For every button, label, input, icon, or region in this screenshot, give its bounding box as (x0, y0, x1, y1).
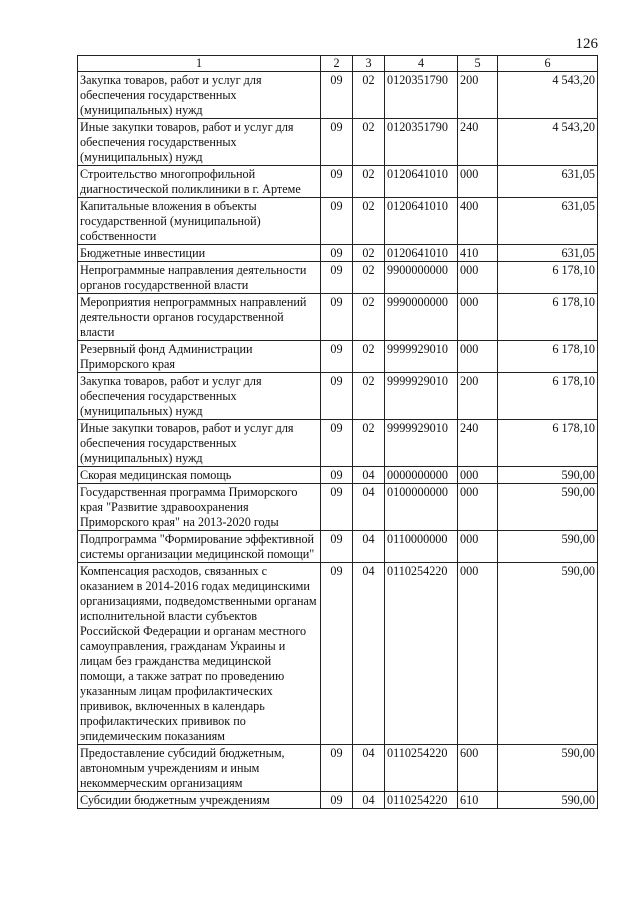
header-row (78, 56, 598, 72)
row-name: Иные закупки товаров, работ и услуг для обеспечения государственных (муниципальных) нужд (78, 420, 321, 467)
row-target-code: 0110254220 (385, 563, 458, 745)
row-section: 09 (321, 467, 353, 484)
header-cell-6: 6 (498, 56, 598, 72)
table-row (78, 262, 598, 294)
row-expense-type: 000 (458, 467, 498, 484)
row-name: Скорая медицинская помощь (78, 467, 321, 484)
row-section: 09 (321, 563, 353, 745)
row-subsection: 04 (353, 792, 385, 809)
row-target-code: 0000000000 (385, 467, 458, 484)
table-row (78, 563, 598, 745)
row-expense-type: 410 (458, 245, 498, 262)
table-row (78, 420, 598, 467)
row-subsection: 02 (353, 294, 385, 341)
row-expense-type: 000 (458, 166, 498, 198)
row-expense-type: 240 (458, 420, 498, 467)
row-subsection: 04 (353, 563, 385, 745)
row-amount: 590,00 (498, 563, 598, 745)
row-amount: 590,00 (498, 745, 598, 792)
table-row (78, 294, 598, 341)
row-subsection: 04 (353, 467, 385, 484)
row-amount: 631,05 (498, 198, 598, 245)
header-cell-1: 1 (78, 56, 321, 72)
row-name: Закупка товаров, работ и услуг для обеспечения государственных (муниципальных) нужд (78, 72, 321, 119)
row-expense-type: 000 (458, 531, 498, 563)
header-cell-2: 2 (321, 56, 353, 72)
row-subsection: 04 (353, 484, 385, 531)
row-target-code: 0100000000 (385, 484, 458, 531)
row-subsection: 04 (353, 745, 385, 792)
header-cell-4: 4 (385, 56, 458, 72)
row-subsection: 02 (353, 245, 385, 262)
page-number: 126 (575, 36, 598, 52)
row-amount: 590,00 (498, 792, 598, 809)
row-expense-type: 200 (458, 72, 498, 119)
row-target-code: 0120351790 (385, 119, 458, 166)
row-target-code: 9999929010 (385, 373, 458, 420)
row-subsection: 02 (353, 373, 385, 420)
row-name: Иные закупки товаров, работ и услуг для обеспечения государственных (муниципальных) нужд (78, 119, 321, 166)
table-row (78, 198, 598, 245)
row-amount: 6 178,10 (498, 341, 598, 373)
row-section: 09 (321, 119, 353, 166)
table-row (78, 166, 598, 198)
row-expense-type: 600 (458, 745, 498, 792)
row-section: 09 (321, 166, 353, 198)
row-target-code: 9999929010 (385, 341, 458, 373)
table-row (78, 119, 598, 166)
row-section: 09 (321, 373, 353, 420)
row-amount: 6 178,10 (498, 420, 598, 467)
row-target-code: 0120351790 (385, 72, 458, 119)
row-amount: 631,05 (498, 245, 598, 262)
row-name: Предоставление субсидий бюджетным, автономным учреждениям и иным некоммерческим организациям (78, 745, 321, 792)
row-expense-type: 000 (458, 262, 498, 294)
row-target-code: 0120641010 (385, 166, 458, 198)
row-amount: 590,00 (498, 531, 598, 563)
row-target-code: 0110254220 (385, 745, 458, 792)
row-name: Компенсация расходов, связанных с оказанием в 2014-2016 годах медицинскими организациями, подведомственными органам исполнительной власти субъектов Российской Федерации и органам местного самоуправления, гражданам Украины и лицам без гражданства медицинской помощи, а также затрат по проведению указанным лицам профилактических прививок, включенных в календарь профилактических прививок по эпидемическим показаниям (78, 563, 321, 745)
row-target-code: 0120641010 (385, 198, 458, 245)
row-subsection: 02 (353, 262, 385, 294)
row-target-code: 0110254220 (385, 792, 458, 809)
row-name: Строительство многопрофильной диагностической поликлиники в г. Артеме (78, 166, 321, 198)
header-cell-3: 3 (353, 56, 385, 72)
row-section: 09 (321, 792, 353, 809)
row-expense-type: 000 (458, 563, 498, 745)
row-subsection: 02 (353, 119, 385, 166)
row-amount: 6 178,10 (498, 373, 598, 420)
row-name: Субсидии бюджетным учреждениям (78, 792, 321, 809)
row-section: 09 (321, 72, 353, 119)
row-section: 09 (321, 294, 353, 341)
row-subsection: 02 (353, 420, 385, 467)
row-amount: 4 543,20 (498, 119, 598, 166)
row-name: Капитальные вложения в объекты государственной (муниципальной) собственности (78, 198, 321, 245)
row-expense-type: 240 (458, 119, 498, 166)
row-name: Государственная программа Приморского края "Развитие здравоохранения Приморского края" на 2013-2020 годы (78, 484, 321, 531)
row-amount: 4 543,20 (498, 72, 598, 119)
row-amount: 590,00 (498, 484, 598, 531)
row-target-code: 0110000000 (385, 531, 458, 563)
row-subsection: 02 (353, 341, 385, 373)
row-amount: 6 178,10 (498, 294, 598, 341)
row-target-code: 9900000000 (385, 262, 458, 294)
row-expense-type: 000 (458, 341, 498, 373)
header-cell-5: 5 (458, 56, 498, 72)
row-section: 09 (321, 341, 353, 373)
row-name: Закупка товаров, работ и услуг для обеспечения государственных (муниципальных) нужд (78, 373, 321, 420)
row-amount: 631,05 (498, 166, 598, 198)
row-expense-type: 000 (458, 294, 498, 341)
row-target-code: 0120641010 (385, 245, 458, 262)
row-section: 09 (321, 198, 353, 245)
row-name: Бюджетные инвестиции (78, 245, 321, 262)
row-name: Подпрограмма "Формирование эффективной системы организации медицинской помощи" (78, 531, 321, 563)
row-name: Резервный фонд Администрации Приморского края (78, 341, 321, 373)
row-subsection: 04 (353, 531, 385, 563)
table-row (78, 792, 598, 809)
row-name: Непрограммные направления деятельности органов государственной власти (78, 262, 321, 294)
row-target-code: 9990000000 (385, 294, 458, 341)
row-expense-type: 610 (458, 792, 498, 809)
table-row (78, 341, 598, 373)
row-amount: 590,00 (498, 467, 598, 484)
table-row (78, 245, 598, 262)
row-subsection: 02 (353, 198, 385, 245)
row-expense-type: 400 (458, 198, 498, 245)
row-name: Мероприятия непрограммных направлений деятельности органов государственной власти (78, 294, 321, 341)
table-row (78, 72, 598, 119)
table-row (78, 745, 598, 792)
row-section: 09 (321, 484, 353, 531)
row-expense-type: 200 (458, 373, 498, 420)
row-target-code: 9999929010 (385, 420, 458, 467)
table-row (78, 484, 598, 531)
table-row (78, 531, 598, 563)
row-subsection: 02 (353, 166, 385, 198)
table-row (78, 373, 598, 420)
row-expense-type: 000 (458, 484, 498, 531)
row-section: 09 (321, 262, 353, 294)
row-section: 09 (321, 245, 353, 262)
row-section: 09 (321, 420, 353, 467)
table-row (78, 467, 598, 484)
row-section: 09 (321, 745, 353, 792)
budget-table (77, 55, 598, 809)
row-amount: 6 178,10 (498, 262, 598, 294)
row-subsection: 02 (353, 72, 385, 119)
row-section: 09 (321, 531, 353, 563)
